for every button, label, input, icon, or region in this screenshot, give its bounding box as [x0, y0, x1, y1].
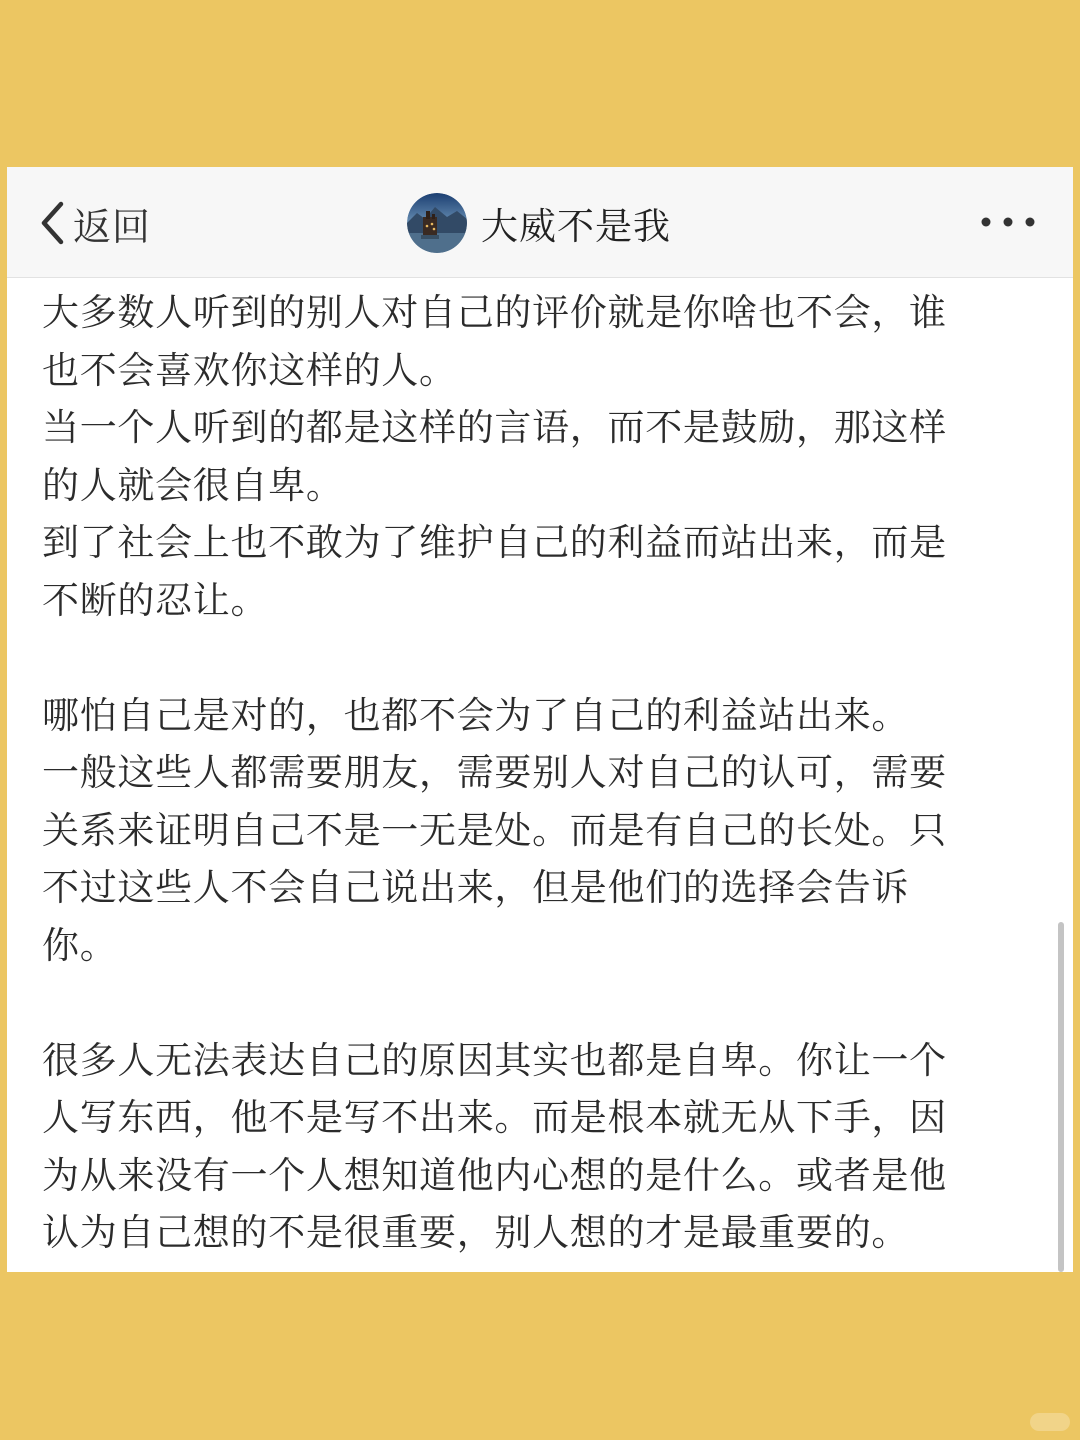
username: 大威不是我 — [481, 205, 671, 248]
post-content — [42, 284, 1042, 1262]
paragraph-gap — [42, 974, 1042, 1032]
text-line: 很多人无法表达自己的原因其实也都是自卑。你让一个 — [42, 1038, 947, 1082]
chevron-left-icon — [35, 198, 69, 248]
text-line: 也不会喜欢你这样的人。 — [42, 348, 457, 392]
more-options-button[interactable] — [973, 197, 1043, 247]
watermark — [1030, 1413, 1070, 1431]
back-label: 返回 — [73, 204, 152, 249]
text-line: 大多数人听到的别人对自己的评价就是你啥也不会，谁 — [42, 291, 947, 334]
text-line: 的人就会很自卑。 — [42, 463, 344, 507]
text-line: 到了社会上也不敢为了维护自己的利益而站出来，而是 — [42, 521, 947, 564]
post-card — [7, 167, 1073, 1272]
more-dots-icon — [973, 197, 1043, 247]
text-line: 你。 — [42, 923, 118, 967]
text-line: 不过这些人不会自己说出来，但是他们的选择会告诉 — [42, 866, 910, 909]
avatar[interactable] — [407, 193, 467, 253]
profile-header[interactable] — [407, 192, 671, 254]
text-line: 一般这些人都需要朋友，需要别人对自己的认可，需要 — [42, 751, 947, 794]
text-line: 认为自己想的不是很重要，别人想的才是最重要的。 — [42, 1211, 910, 1254]
text-line: 不断的忍让。 — [42, 578, 269, 622]
paragraph-gap — [42, 629, 1042, 687]
top-navigation-bar — [7, 167, 1073, 278]
text-line: 关系来证明自己不是一无是处。而是有自己的长处。只 — [42, 808, 947, 852]
text-line: 哪怕自己是对的，也都不会为了自己的利益站出来。 — [42, 693, 910, 737]
back-button[interactable] — [35, 195, 151, 251]
text-line: 为从来没有一个人想知道他内心想的是什么。或者是他 — [42, 1153, 947, 1197]
text-line: 人写东西，他不是写不出来。而是根本就无从下手，因 — [42, 1096, 947, 1139]
text-line: 当一个人听到的都是这样的言语，而不是鼓励，那这样 — [42, 406, 947, 449]
scrollbar[interactable] — [1058, 922, 1064, 1272]
